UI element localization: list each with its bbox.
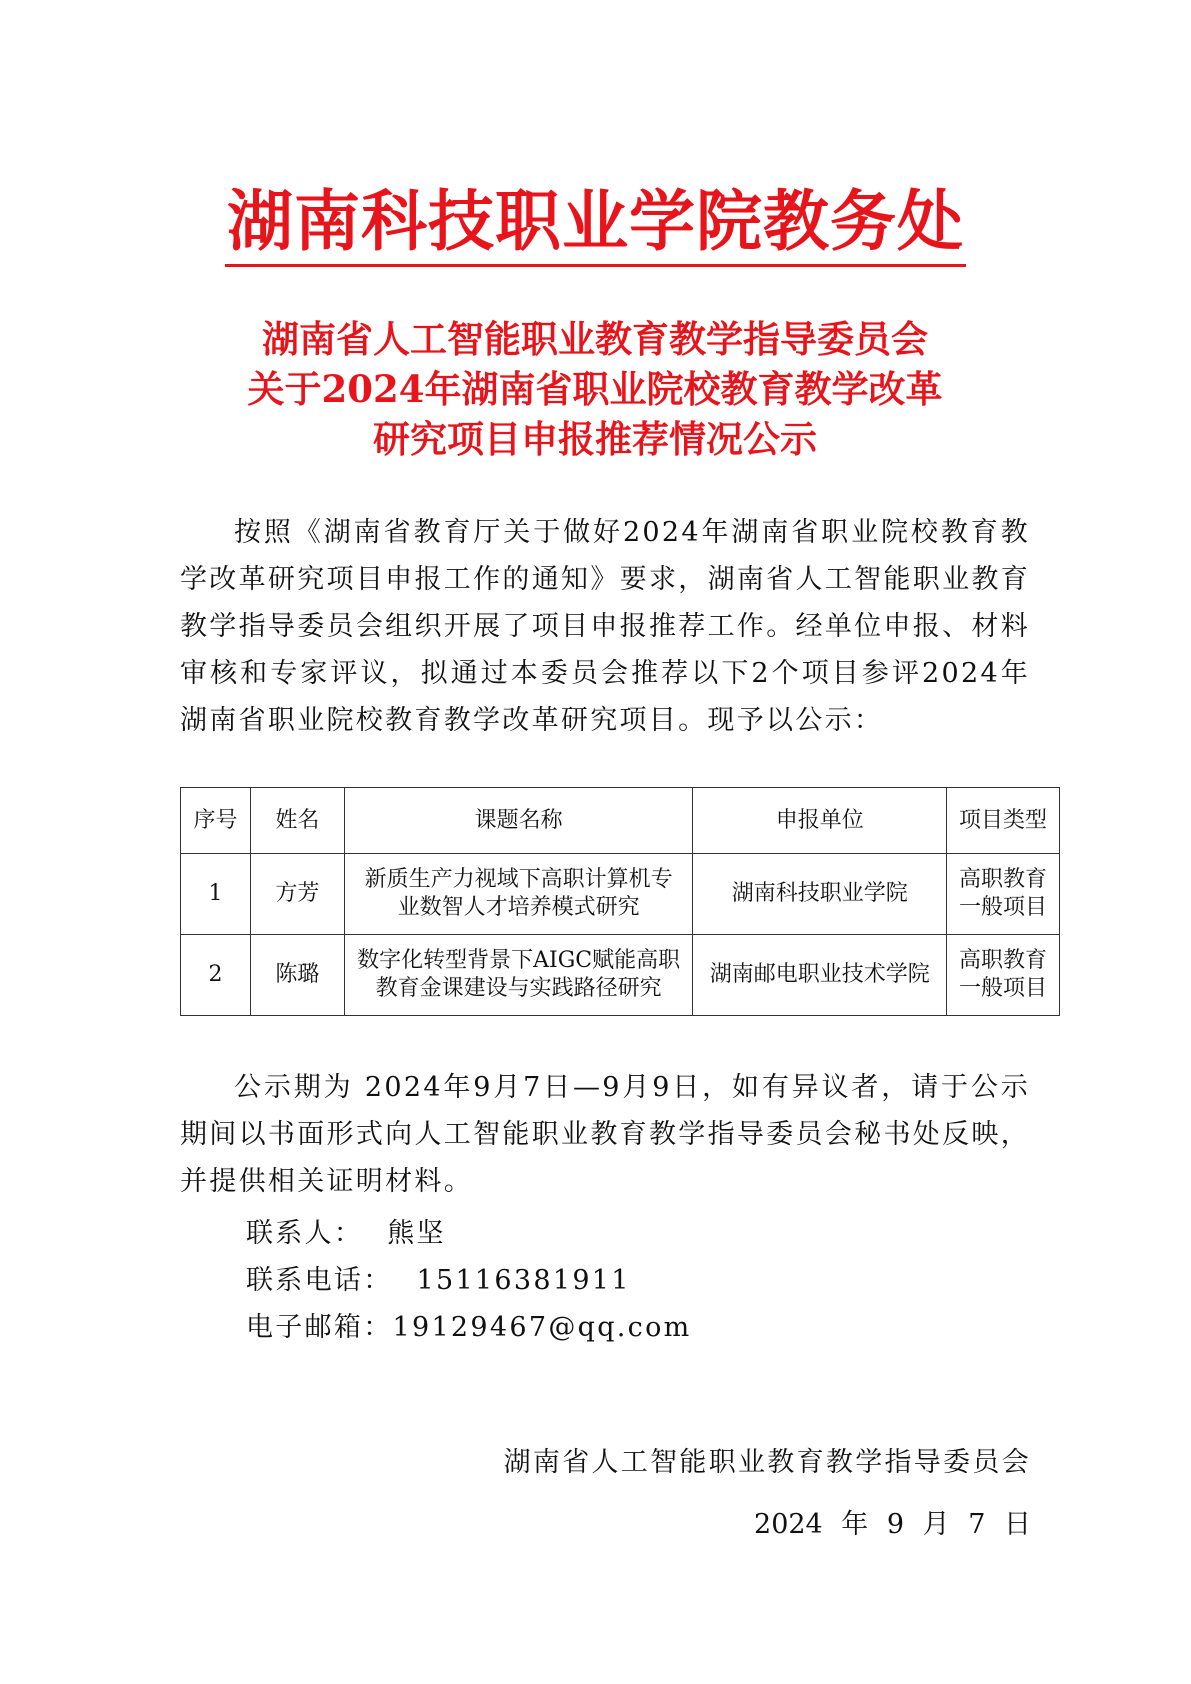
cell-type: [947, 854, 1060, 935]
cell-unit: 湖南邮电职业技术学院: [693, 935, 947, 1016]
cell-topic: [344, 935, 693, 1016]
org-header-title: 湖南科技职业学院教务处: [225, 178, 966, 267]
intro-paragraph-text: 按照《湖南省教育厅关于做好2024年湖南省职业院校教育教学改革研究项目申报工作的通知》要求，湖南省人工智能职业教育教学指导委员会组织开展了项目申报推荐工作。经单位申报、材料审核和专家评议，拟通过本委员会推荐以下2个项目参评2024年湖南省职业院校教育教学改革研究项目。现予以公示：: [180, 517, 1030, 736]
table-header-row: [181, 788, 1060, 854]
cell-type-line: 一般项目: [959, 895, 1048, 920]
contact-email-value: 19129467@qq.com: [392, 1312, 692, 1343]
cell-index: 1: [181, 854, 251, 935]
intro-paragraph: [180, 509, 1030, 744]
document-title-line-3: 研究项目申报推荐情况公示: [373, 417, 817, 461]
contact-person: [246, 1214, 446, 1254]
notice-paragraph-text: 公示期为 2024年9月7日—9月9日，如有异议者，请于公示期间以书面形式向人工智能职业教育教学指导委员会秘书处反映，并提供相关证明材料。: [180, 1072, 1030, 1197]
table-row: [181, 854, 1060, 935]
contact-phone-value: 15116381911: [416, 1265, 631, 1296]
notice-paragraph: [180, 1064, 1030, 1205]
table-row: [181, 935, 1060, 1016]
org-header: [0, 178, 1191, 267]
document-title: [180, 314, 1010, 464]
cell-name: 陈璐: [250, 935, 344, 1016]
contact-phone: [246, 1261, 631, 1301]
contact-phone-label: 联系电话：: [246, 1265, 393, 1296]
cell-index: 2: [181, 935, 251, 1016]
header-type: 项目类型: [947, 788, 1060, 854]
projects-table: [180, 787, 1060, 1016]
header-topic: 课题名称: [344, 788, 693, 854]
cell-topic-line: 数字化转型背景下AIGC赋能高职: [357, 948, 681, 973]
signature-date: 2024 年 9 月 7 日: [754, 1509, 1031, 1540]
cell-name: 方芳: [250, 854, 344, 935]
header-name: 姓名: [250, 788, 344, 854]
cell-topic-line: 业数智人才培养模式研究: [397, 895, 640, 920]
signature: 湖南省人工智能职业教育教学指导委员会: [503, 1447, 1031, 1478]
cell-unit: 湖南科技职业学院: [693, 854, 947, 935]
cell-topic-line: 新质生产力视域下高职计算机专: [364, 867, 673, 892]
document-title-line-2: 关于2024年湖南省职业院校教育教学改革: [247, 367, 943, 411]
cell-topic: [344, 854, 693, 935]
cell-topic-line: 教育金课建设与实践路径研究: [375, 976, 662, 1001]
contact-email: [246, 1308, 692, 1348]
contact-person-label: 联系人：: [246, 1218, 364, 1249]
contact-person-value: 熊坚: [387, 1218, 446, 1249]
cell-type-line: 高职教育: [959, 948, 1048, 973]
contact-email-label: 电子邮箱：: [246, 1312, 393, 1343]
document-title-line-1: 湖南省人工智能职业教育教学指导委员会: [262, 317, 928, 361]
cell-type: [947, 935, 1060, 1016]
header-index: 序号: [181, 788, 251, 854]
cell-type-line: 高职教育: [959, 867, 1048, 892]
cell-type-line: 一般项目: [959, 976, 1048, 1001]
header-unit: 申报单位: [693, 788, 947, 854]
